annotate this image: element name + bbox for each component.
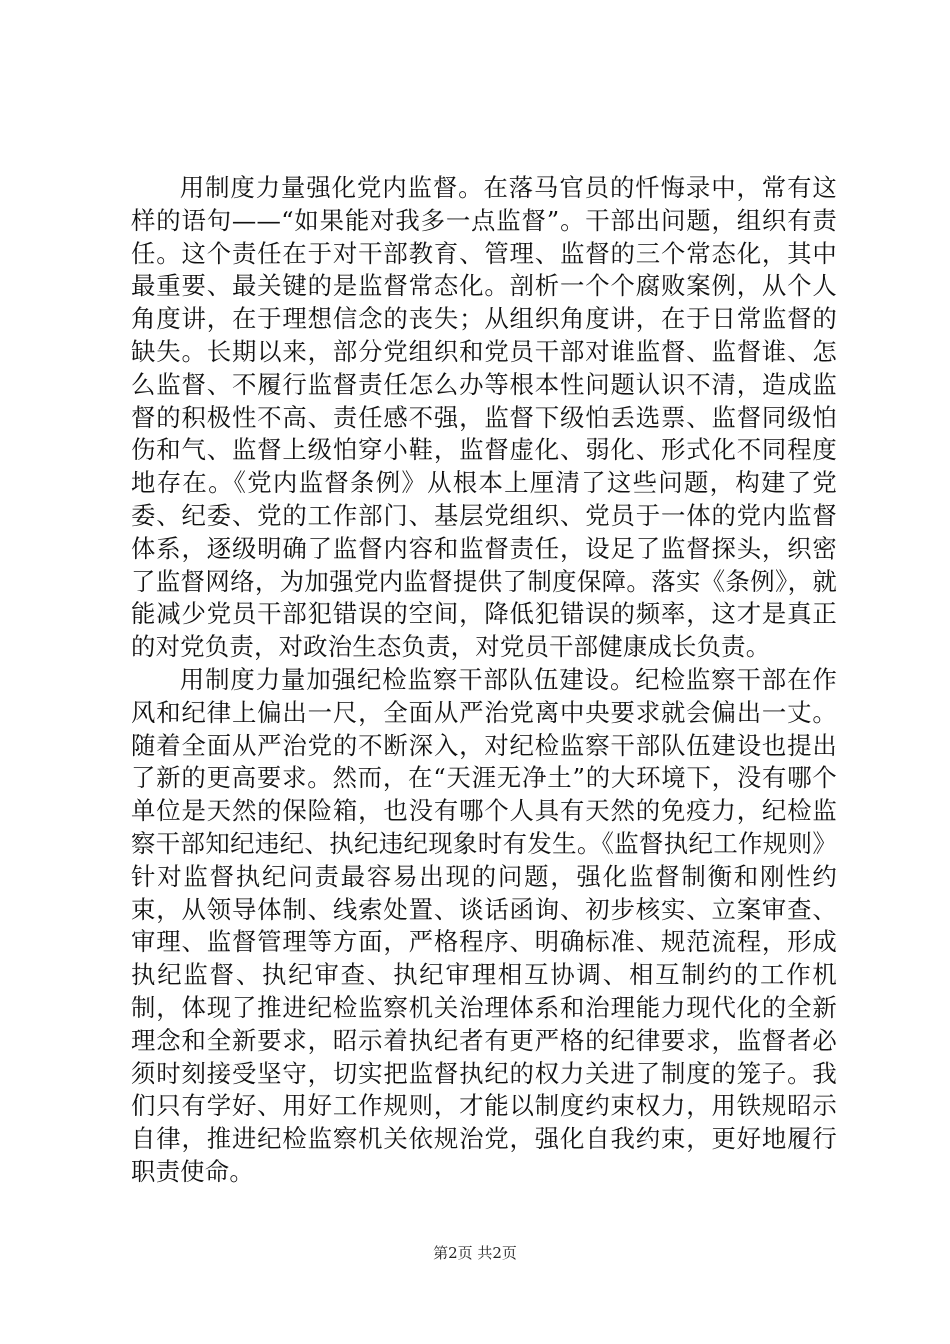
document-body [131, 172, 837, 1189]
paragraph-party-supervision: 用制度力量强化党内监督。在落马官员的忏悔录中，常有这样的语句——“如果能对我多一点监督”。干部出问题，组织有责任。这个责任在于对干部教育、管理、监督的三个常态化，其中最重要、最关键的是监督常态化。剖析一个个腐败案例，从个人角度讲，在于理想信念的丧失；从组织角度讲，在于日常监督的缺失。长期以来，部分党组织和党员干部对谁监督、监督谁、怎么监督、不履行监督责任怎么办等根本性问题认识不清，造成监督的积极性不高、责任感不强，监督下级怕丢选票、监督同级怕伤和气、监督上级怕穿小鞋，监督虚化、弱化、形式化不同程度地存在。《党内监督条例》从根本上厘清了这些问题，构建了党委、纪委、党的工作部门、基层党组织、党员于一体的党内监督体系，逐级明确了监督内容和监督责任，设足了监督探头，织密了监督网络，为加强党内监督提供了制度保障。落实《条例》，就能减少党员干部犯错误的空间，降低犯错误的频率，这才是真正的对党负责，对政治生态负责，对党员干部健康成长负责。 [131, 173, 837, 662]
page-number-footer: 第2页 共2页 [433, 1244, 517, 1262]
paragraph-discipline-team-building: 用制度力量加强纪检监察干部队伍建设。纪检监察干部在作风和纪律上偏出一尺，全面从严治党离中央要求就会偏出一丈。随着全面从严治党的不断深入，对纪检监察干部队伍建设也提出了新的更高要求。然而，在“天涯无净土”的大环境下，没有哪个单位是天然的保险箱，也没有哪个人具有天然的免疫力，纪检监察干部知纪违纪、执纪违纪现象时有发生。《监督执纪工作规则》针对监督执纪问责最容易出现的问题，强化监督制衡和刚性约束，从领导体制、线索处置、谈话函询、初步核实、立案审查、审理、监督管理等方面，严格程序、明确标准、规范流程，形成执纪监督、执纪审查、执纪审理相互协调、相互制约的工作机制，体现了推进纪检监察机关治理体系和治理能力现代化的全新理念和全新要求，昭示着执纪者有更严格的纪律要求，监督者必须时刻接受坚守，切实把监督执纪的权力关进了制度的笼子。我们只有学好、用好工作规则，才能以制度约束权力，用铁规昭示自律，推进纪检监察机关依规治党，强化自我约束，更好地履行职责使命。 [131, 664, 837, 1186]
